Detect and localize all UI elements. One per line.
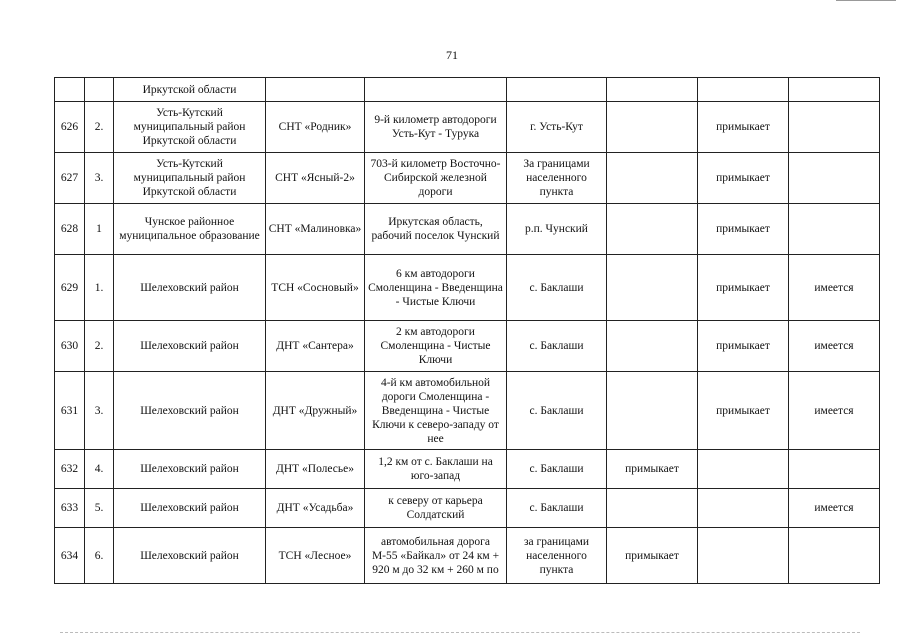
cell-num: 630 xyxy=(55,321,85,372)
cell-sub: 1 xyxy=(85,204,114,255)
cell-settlement: За границами населенного пункта xyxy=(507,153,607,204)
cell-col6 xyxy=(607,372,698,450)
cell-name: ДНТ «Усадьба» xyxy=(266,489,365,528)
cell-col6: примыкает xyxy=(607,450,698,489)
cell-sub: 1. xyxy=(85,255,114,321)
cell-col8: имеется xyxy=(789,255,880,321)
cell-col6 xyxy=(607,204,698,255)
cell-col6 xyxy=(607,321,698,372)
cell-col8 xyxy=(789,102,880,153)
cell-col7: примыкает xyxy=(698,153,789,204)
cell-col7: примыкает xyxy=(698,321,789,372)
cell-location: 6 км автодороги Смоленщина - Введенщина - Чистые Ключи xyxy=(365,255,507,321)
cell-num: 626 xyxy=(55,102,85,153)
cell-col7: примыкает xyxy=(698,204,789,255)
cell-num: 632 xyxy=(55,450,85,489)
cell-name: СНТ «Родник» xyxy=(266,102,365,153)
cell-settlement: с. Баклаши xyxy=(507,489,607,528)
table-row xyxy=(55,450,880,489)
cell-col6 xyxy=(607,153,698,204)
cell-settlement: г. Усть-Кут xyxy=(507,102,607,153)
cell-col8 xyxy=(789,204,880,255)
document-table xyxy=(54,77,880,584)
cell-location: 703-й километр Восточно-Сибирской железной дороги xyxy=(365,153,507,204)
cell-municipality: Шелеховский район xyxy=(114,255,266,321)
cell-num: 628 xyxy=(55,204,85,255)
cell-location: 9-й километр автодороги Усть-Кут - Турука xyxy=(365,102,507,153)
cell-settlement: с. Баклаши xyxy=(507,450,607,489)
scan-edge-mark xyxy=(836,0,896,1)
cell-location: автомобильная дорога М-55 «Байкал» от 24 км + 920 м до 32 км + 260 м по xyxy=(365,528,507,584)
cell-sub: 3. xyxy=(85,153,114,204)
cell-col6 xyxy=(607,78,698,102)
cell-location: 1,2 км от с. Баклаши на юго-запад xyxy=(365,450,507,489)
cell-col7: примыкает xyxy=(698,372,789,450)
table-row xyxy=(55,489,880,528)
cell-municipality: Усть-Кутский муниципальный район Иркутской области xyxy=(114,102,266,153)
cell-settlement: р.п. Чунский xyxy=(507,204,607,255)
cell-col7: примыкает xyxy=(698,255,789,321)
cell-sub: 6. xyxy=(85,528,114,584)
cell-sub xyxy=(85,78,114,102)
cell-location: Иркутская область, рабочий поселок Чунский xyxy=(365,204,507,255)
cell-col8 xyxy=(789,78,880,102)
cell-num: 629 xyxy=(55,255,85,321)
table-row xyxy=(55,153,880,204)
cell-col8 xyxy=(789,528,880,584)
cell-municipality: Шелеховский район xyxy=(114,450,266,489)
table-row xyxy=(55,372,880,450)
cell-name: ДНТ «Сантера» xyxy=(266,321,365,372)
cell-col7 xyxy=(698,528,789,584)
cell-name: ДНТ «Полесье» xyxy=(266,450,365,489)
cell-col7 xyxy=(698,450,789,489)
cell-col6 xyxy=(607,489,698,528)
cell-municipality: Шелеховский район xyxy=(114,489,266,528)
cell-settlement: с. Баклаши xyxy=(507,255,607,321)
cell-name: СНТ «Малиновка» xyxy=(266,204,365,255)
table-row xyxy=(55,255,880,321)
cell-name: ДНТ «Дружный» xyxy=(266,372,365,450)
cell-name: ТСН «Лесное» xyxy=(266,528,365,584)
cell-location xyxy=(365,78,507,102)
cell-col6 xyxy=(607,255,698,321)
cell-num: 627 xyxy=(55,153,85,204)
cell-col8: имеется xyxy=(789,321,880,372)
cell-municipality: Иркутской области xyxy=(114,78,266,102)
cell-location: 4-й км автомобильной дороги Смоленщина - Введенщина - Чистые Ключи к северо-западу от нее xyxy=(365,372,507,450)
cell-col8: имеется xyxy=(789,489,880,528)
cell-sub: 3. xyxy=(85,372,114,450)
cell-col8: имеется xyxy=(789,372,880,450)
cell-num: 631 xyxy=(55,372,85,450)
cell-sub: 2. xyxy=(85,321,114,372)
scan-edge-mark-bottom xyxy=(60,632,860,634)
cell-location: 2 км автодороги Смоленщина - Чистые Ключи xyxy=(365,321,507,372)
cell-sub: 2. xyxy=(85,102,114,153)
table-row xyxy=(55,528,880,584)
cell-name xyxy=(266,78,365,102)
cell-col7 xyxy=(698,78,789,102)
cell-col6 xyxy=(607,102,698,153)
table-row xyxy=(55,204,880,255)
cell-num: 634 xyxy=(55,528,85,584)
cell-num xyxy=(55,78,85,102)
cell-municipality: Чунское районное муниципальное образование xyxy=(114,204,266,255)
cell-col7 xyxy=(698,489,789,528)
cell-municipality: Шелеховский район xyxy=(114,372,266,450)
cell-municipality: Шелеховский район xyxy=(114,528,266,584)
cell-col8 xyxy=(789,450,880,489)
cell-name: СНТ «Ясный-2» xyxy=(266,153,365,204)
table-row xyxy=(55,321,880,372)
page-number: 71 xyxy=(446,48,458,62)
cell-settlement xyxy=(507,78,607,102)
cell-name: ТСН «Сосновый» xyxy=(266,255,365,321)
cell-sub: 5. xyxy=(85,489,114,528)
cell-sub: 4. xyxy=(85,450,114,489)
cell-municipality: Усть-Кутский муниципальный район Иркутской области xyxy=(114,153,266,204)
cell-municipality: Шелеховский район xyxy=(114,321,266,372)
cell-num: 633 xyxy=(55,489,85,528)
table-row xyxy=(55,102,880,153)
cell-col8 xyxy=(789,153,880,204)
cell-col6: примыкает xyxy=(607,528,698,584)
cell-settlement: с. Баклаши xyxy=(507,372,607,450)
cell-col7: примыкает xyxy=(698,102,789,153)
cell-location: к северу от карьера Солдатский xyxy=(365,489,507,528)
table-row-continuation xyxy=(55,78,880,102)
cell-settlement: за границами населенного пункта xyxy=(507,528,607,584)
cell-settlement: с. Баклаши xyxy=(507,321,607,372)
